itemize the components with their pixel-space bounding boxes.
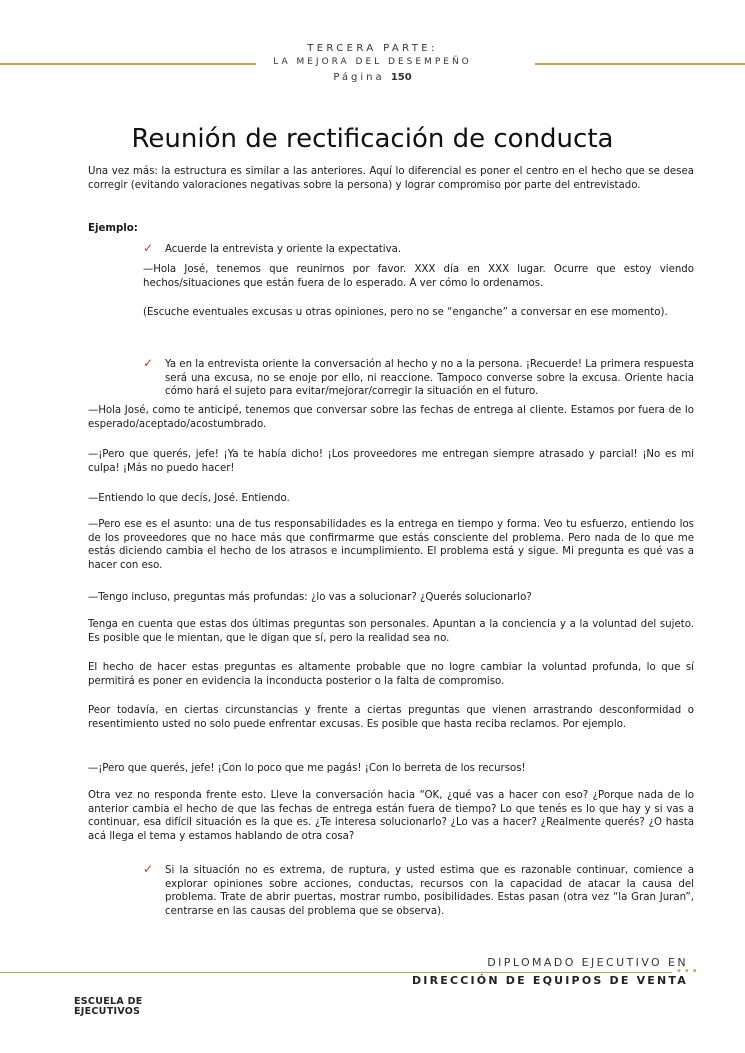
footer-rule — [0, 972, 672, 973]
bullet-item-2 — [143, 358, 694, 399]
page-title: Reunión de rectificación de conducta — [131, 124, 614, 154]
check-icon: ✓ — [143, 356, 154, 370]
bullet-text-1: Acuerde la entrevista y oriente la expectativa. — [165, 244, 402, 255]
logo-line-2: EJECUTIVOS — [74, 1006, 141, 1017]
bullet-text-2: Ya en la entrevista oriente la conversación al hecho y no a la persona. ¡Recuerde! La primera respuesta será una excusa, no se enoje por ello, ni reaccione. Tampoco converse sobre la excusa. Oriente hacia cómo hará el sujeto para evitar/mejorar/corregir la situación en el futuro. — [165, 359, 694, 398]
paragraph-8: Tenga en cuenta que estas dos últimas preguntas son personales. Apuntan a la conciencia y a la voluntad del sujeto. Es posible que le mientan, que le digan que sí, pero la realidad sea no. — [88, 619, 694, 644]
logo-line-1: ESCUELA DE — [74, 996, 143, 1007]
bullet-item-1 — [143, 243, 694, 257]
bullet-text-3: Si la situación no es extrema, de ruptura, y usted estima que es razonable continuar, comience a explorar opiniones sobre acciones, conductas, recursos con la capacidad de atacar la causa del problema. Trate de abrir puertas, mostrar rumbo, posibilidades. Estas pasan (otra vez “la Gran Juran”, centrarse en las causas del problema que se observa). — [165, 865, 694, 917]
paragraph-3: —Hola José, como te anticipé, tenemos que conversar sobre las fechas de entrega al cliente. Estamos por fuera de lo esperado/aceptado/acostumbrado. — [88, 405, 694, 430]
example-label: Ejemplo: — [88, 223, 138, 234]
header-subtitle: LA MEJORA DEL DESEMPEÑO — [273, 57, 472, 67]
footer-program: DIPLOMADO EJECUTIVO EN — [487, 956, 688, 969]
intro-paragraph: Una vez más: la estructura es similar a las anteriores. Aquí lo diferencial es poner el centro en el hecho que se desea corregir (evitando valoraciones negativas sobre la persona) y lograr compromiso por parte del entrevistado. — [88, 166, 694, 191]
paragraph-12: Otra vez no responda frente esto. Lleve la conversación hacia “OK, ¿qué vas a hacer con eso? ¿Porque nada de lo anterior cambia el hecho de que las fechas de entrega están fuera de tiempo? Lo que tenés es lo que hay y si vas a continuar, esa difícil situación es la que es. ¿Te interesa solucionarlo? ¿Lo vas a hacer? ¿Realmente querés? ¿O hasta acá llega el tema y estamos hablando de otra cosa? — [88, 790, 694, 842]
paragraph-5: —Entiendo lo que decís, José. Entiendo. — [88, 493, 290, 504]
paragraph-1: —Hola José, tenemos que reunirnos por favor. XXX día en XXX lugar. Ocurre que estoy viendo hechos/situaciones que están fuera de lo esperado. A ver cómo lo ordenamos. — [143, 264, 694, 289]
header-page — [0, 72, 745, 83]
paragraph-11: —¡Pero que querés, jefe! ¡Con lo poco que me pagás! ¡Con lo berreta de los recursos! — [88, 763, 526, 774]
footer-dots: ••• — [676, 966, 700, 977]
page-number: 150 — [390, 72, 412, 83]
paragraph-10: Peor todavía, en ciertas circunstancias y frente a ciertas preguntas que vienen arrastrando desconformidad o resentimiento usted no solo puede enfrentar excusas. Es posible que hasta reciba reclamos. Por ejemplo. — [88, 705, 694, 730]
check-icon: ✓ — [143, 862, 154, 876]
school-logo — [74, 997, 143, 1017]
paragraph-7: —Tengo incluso, preguntas más profundas: ¿lo vas a solucionar? ¿Querés solucionarlo? — [88, 592, 532, 603]
footer-program-name: DIRECCIÓN DE EQUIPOS DE VENTA — [411, 974, 688, 987]
header-part: TERCERA PARTE: — [307, 43, 438, 54]
check-icon: ✓ — [143, 241, 154, 255]
paragraph-9: El hecho de hacer estas preguntas es altamente probable que no logre cambiar la voluntad profunda, lo que sí permitirá es poner en evidencia la inconducta posterior o la falta de compromiso. — [88, 662, 694, 687]
bullet-item-3 — [143, 864, 694, 918]
paragraph-2: (Escuche eventuales excusas u otras opiniones, pero no se “enganche” a conversar en ese momento). — [143, 307, 668, 318]
paragraph-4: —¡Pero que querés, jefe! ¡Ya te había dicho! ¡Los proveedores me entregan siempre atrasado y parcial! ¡No es mi culpa! ¡Más no puedo hacer! — [88, 449, 694, 474]
paragraph-6: —Pero ese es el asunto: una de tus responsabilidades es la entrega en tiempo y forma. Veo tu esfuerzo, entiendo los de los proveedores que no hace más que confirmarme que estás consciente del problema. Pero nada de lo que me estás diciendo cambia el hecho de los atrasos e incumplimiento. El problema está y sigue. Mi pregunta es qué vas a hacer con eso. — [88, 519, 694, 571]
page-label: Página — [333, 72, 385, 83]
